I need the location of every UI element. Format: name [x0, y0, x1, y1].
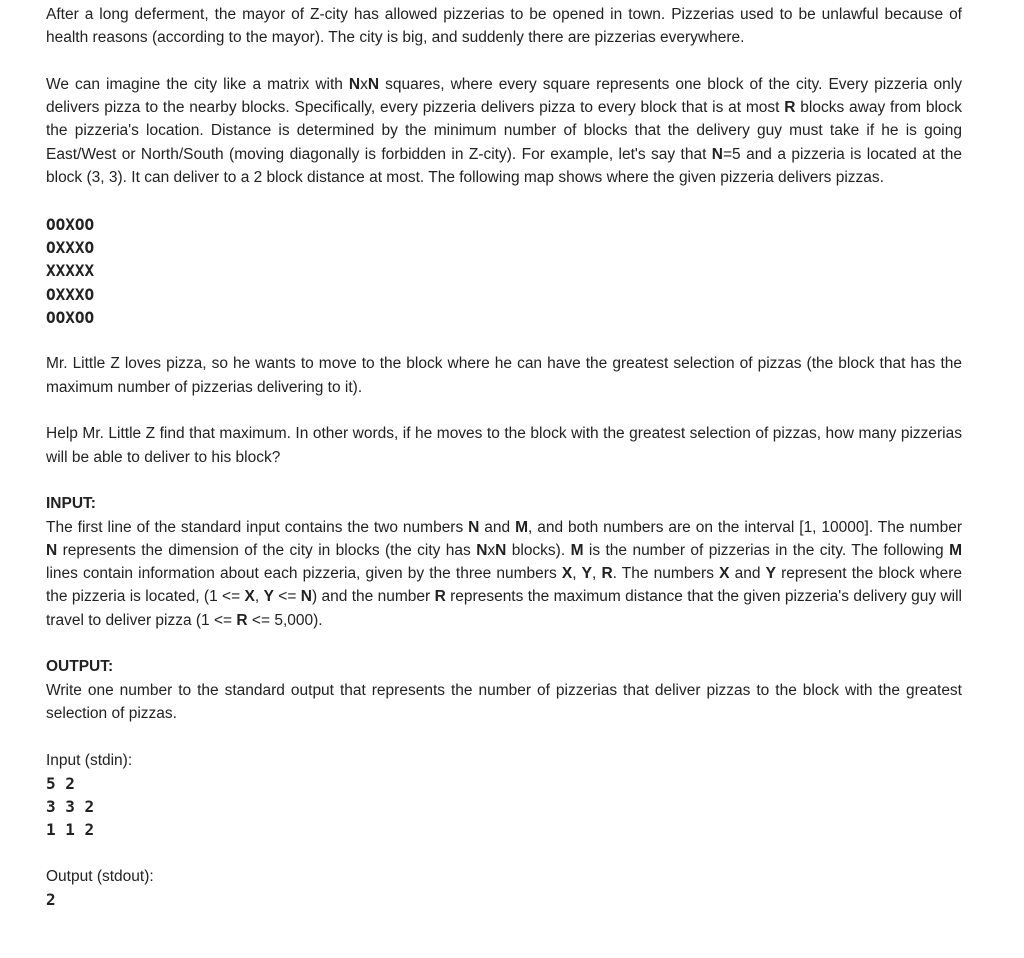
spacer	[46, 842, 962, 865]
var: X	[719, 565, 730, 583]
var: N	[495, 541, 507, 559]
var-n: N	[367, 75, 380, 93]
var: R	[434, 588, 446, 606]
map-row: OXXXO	[46, 284, 95, 304]
text-run: ) and the number	[311, 588, 435, 606]
map-row: OOXOO	[46, 214, 95, 234]
text-run: represents the dimension of the city in blocks (the city has	[57, 541, 477, 559]
spacer	[46, 632, 962, 655]
text-run: The first line of the standard input contains the two numbers	[46, 518, 469, 536]
text-run: and	[729, 565, 766, 583]
output-description: Write one number to the standard output that represents the number of pizzerias that deliver pizzas to the block with the greatest selection of pizzas.	[46, 681, 962, 722]
text-run: x	[487, 541, 496, 559]
var: Y	[765, 565, 776, 583]
var: N	[468, 518, 480, 536]
text-run: is the number of pizzerias in the city. The following	[583, 541, 950, 559]
text-run: ,	[254, 588, 264, 606]
spacer	[46, 50, 962, 73]
var: R	[236, 611, 248, 629]
text-run: . The numbers	[612, 565, 720, 583]
input-heading: INPUT:	[46, 495, 96, 513]
sample-input-label: Input (stdin):	[46, 751, 133, 769]
text-run: represent the block where the pizzeria is located, (1 <=	[46, 565, 962, 606]
text-run: squares, where every square represents one block of the city. Every pizzeria only delivers pizza to the nearby blocks. Specifically, every pizzeria delivers pizza to every block that is at most	[46, 75, 962, 117]
var: X	[561, 565, 573, 583]
text-run: represents the maximum distance that the given pizzeria's delivery guy will travel to deliver pizza (1 <=	[46, 588, 962, 629]
sample-output-label: Output (stdout):	[46, 867, 154, 885]
text-run: blocks).	[506, 541, 571, 559]
map-row: XXXXX	[46, 261, 95, 281]
delivery-map	[46, 213, 962, 329]
sample-input	[46, 772, 962, 842]
var-r: R	[784, 99, 796, 117]
spacer	[46, 725, 962, 748]
sample-input-line: 3 3 2	[46, 797, 95, 817]
text-run: ,	[572, 565, 582, 583]
map-row: OXXXO	[46, 237, 95, 257]
text-run: and	[479, 518, 516, 536]
output-heading: OUTPUT:	[46, 658, 114, 676]
var: X	[244, 588, 255, 606]
input-description	[46, 516, 962, 632]
var-n: N	[711, 145, 723, 163]
var: R	[601, 565, 613, 583]
map-row: OOXOO	[46, 307, 95, 327]
var: N	[300, 588, 312, 606]
text-run: <=	[273, 588, 301, 606]
var: M	[515, 518, 529, 536]
sample-output	[46, 888, 962, 911]
spacer	[46, 329, 962, 352]
text-run: We can imagine the city like a matrix with	[46, 75, 349, 93]
intro-paragraph-2	[46, 73, 962, 189]
var: M	[570, 541, 584, 559]
var: Y	[263, 588, 274, 606]
text-run: x	[360, 75, 368, 93]
text-run: blocks away from block the pizzeria's location. Distance is determined by the minimum number of blocks that the delivery guy must take if he is going East/West or North/South (moving diagonally is forbidden in Z-city). For example, let's say that	[46, 99, 963, 163]
text-run: <= 5,000).	[247, 611, 323, 629]
sample-input-line: 1 1 2	[46, 820, 95, 840]
text-run: lines contain information about each pizzeria, given by the three numbers	[46, 565, 562, 583]
var: N	[46, 541, 58, 559]
var-n: N	[348, 75, 361, 93]
spacer	[46, 399, 962, 422]
story-paragraph-1: Mr. Little Z loves pizza, so he wants to move to the block where he can have the greatest selection of pizzas (the block that has the maximum number of pizzerias delivering to it).	[46, 355, 962, 396]
spacer	[46, 189, 962, 212]
text-run: , and both numbers are on the interval [1, 10000]. The number	[528, 518, 962, 536]
text-run: ,	[591, 565, 602, 583]
var: N	[476, 541, 488, 559]
var: Y	[581, 565, 592, 583]
text-run: =5 and a pizzeria is located at the block (3, 3). It can deliver to a 2 block distance at most. The following map shows where the given pizzeria delivers pizzas.	[46, 145, 962, 187]
sample-input-line: 5 2	[46, 773, 75, 793]
spacer	[46, 469, 962, 492]
sample-output-line: 2	[46, 890, 56, 910]
intro-paragraph-1: After a long deferment, the mayor of Z-city has allowed pizzerias to be opened in town. Pizzerias used to be unlawful because of health reasons (according to the mayor). The city is big, and suddenly there are pizzerias everywhere.	[46, 6, 962, 47]
var: M	[949, 541, 963, 559]
story-paragraph-2: Help Mr. Little Z find that maximum. In other words, if he moves to the block with the greatest selection of pizzas, how many pizzerias will be able to deliver to his block?	[46, 425, 962, 466]
